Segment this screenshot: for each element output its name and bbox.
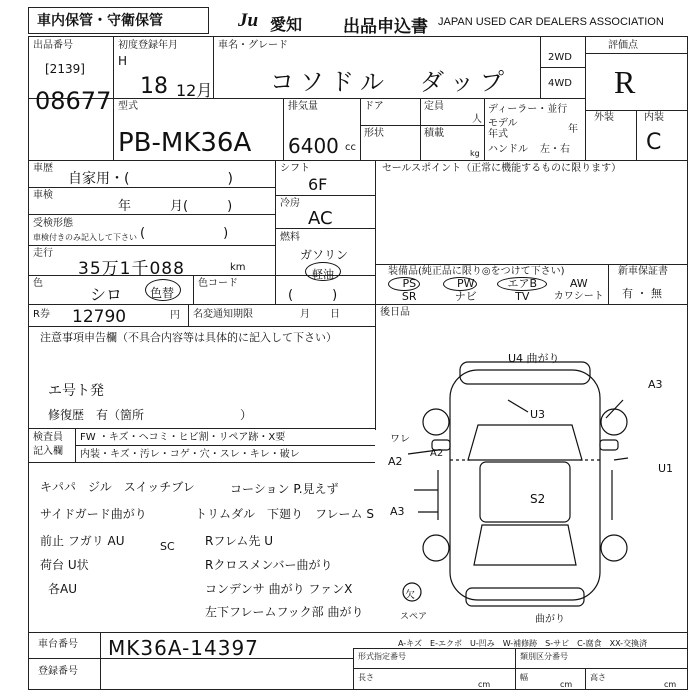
disp-unit: cc xyxy=(345,142,356,153)
car-diagram xyxy=(378,340,688,620)
diagram-spare-mark: 欠 xyxy=(405,590,415,601)
equip-pw: PW xyxy=(456,277,475,290)
notice-label: 名変通知期限 xyxy=(193,309,253,320)
shift-value: 6F xyxy=(308,175,328,194)
reg-number-label: 登録番号 xyxy=(38,666,78,677)
footer-width: 幅 xyxy=(520,673,528,682)
cap-label: 定員 xyxy=(424,101,444,112)
drive-4wd: 4WD xyxy=(548,78,572,89)
insurance-opts: 有 ・ 無 xyxy=(622,287,662,300)
inspector-note: コーション P.見えず xyxy=(230,482,339,496)
diagram-bottom: 曲がり xyxy=(535,614,565,625)
inspector-note: 左下フレームフック部 曲がり xyxy=(205,605,364,619)
footer-cm-3: cm xyxy=(664,680,677,689)
footer-spec-1: 形式指定番号 xyxy=(358,652,406,661)
cap-unit: 人 xyxy=(472,114,482,125)
color-code-label: 色コード xyxy=(198,278,238,289)
drive-2wd: 2WD xyxy=(548,52,572,63)
fuel-alt-circle xyxy=(305,262,341,281)
inspector-row-2: 内装・キズ・汚レ・コゲ・穴・スレ・キレ・破レ xyxy=(80,449,300,460)
footer-cm-2: cm xyxy=(560,680,573,689)
grade-value: R xyxy=(614,64,636,100)
inspector-note: 荷台 U状 xyxy=(40,558,89,572)
inspector-note: Rクロスメンバー曲がり xyxy=(205,558,333,572)
equip-sr: SR xyxy=(401,290,417,303)
model-label: 型式 xyxy=(118,101,138,112)
fuel-label: 燃料 xyxy=(280,232,300,243)
dealer-label: ディーラー・並行 xyxy=(488,104,568,115)
shape-label: 形状 xyxy=(364,128,384,139)
recv-note: 車検付きのみ記入して下さい xyxy=(33,233,137,242)
inspector-row-1: FW ・キズ・ヘコミ・ヒビ割・リペア跡・X要 xyxy=(80,432,286,443)
equip-leather: カワシート xyxy=(553,291,604,302)
org-logo xyxy=(238,10,268,32)
inspector-note: キパパ ジル スイッチブレ xyxy=(40,480,195,494)
footer-cm-1: cm xyxy=(478,680,491,689)
footer-spec-2: 類別区分番号 xyxy=(520,652,568,661)
r-label: R券 xyxy=(33,309,50,320)
inspector-note: トリムダル 下廻り フレーム S xyxy=(195,507,374,521)
diagram-l1: ワレ xyxy=(390,434,410,445)
load-label: 積載 xyxy=(424,128,444,139)
legend: A-キズ E-エクボ U-凹み W-補修跡 S-サビ C-腐食 XX-交換済 xyxy=(398,639,648,648)
reg-label: 初度登録年月 xyxy=(118,40,178,51)
notes-label: 注意事項申告欄（不具合内容等は具体的に記入して下さい） xyxy=(40,331,337,344)
ac-value: AC xyxy=(308,208,333,229)
recv-paren: ( ) xyxy=(140,226,229,241)
inspector-note: Rフレム先 U xyxy=(205,534,273,548)
storage-label: 車内保管・守衛保管 xyxy=(37,13,163,29)
name-label: 車名・グレード xyxy=(218,40,288,51)
ac-label: 冷房 xyxy=(280,198,300,209)
equip-airbag: エアB xyxy=(507,277,538,290)
insurance-label: 新車保証書 xyxy=(618,266,668,277)
diagram-top: U4 曲がり xyxy=(508,352,560,365)
footer-height: 高さ xyxy=(590,673,606,682)
inspector-note: サイドガード曲がり xyxy=(40,507,147,521)
door-label: ドア xyxy=(364,101,384,112)
logo-text: Ju xyxy=(238,10,259,31)
equip-navi: ナビ xyxy=(454,290,477,303)
diagram-a2: A2 xyxy=(388,455,403,468)
equipment-label: 装備品(純正品に限り◎をつけて下さい) xyxy=(388,266,565,277)
lot-bracket: [2139] xyxy=(45,62,85,76)
color-label: 色 xyxy=(33,278,43,289)
diagram-u1-right: U1 xyxy=(658,462,674,475)
equip-pw-circle xyxy=(443,277,477,291)
color-cond-circle xyxy=(145,279,181,301)
handle-options: 左・右 xyxy=(540,144,570,155)
diagram-spare: スペア xyxy=(400,612,428,622)
equip-tv: TV xyxy=(515,290,530,303)
lot-number: 08677 xyxy=(35,87,112,115)
disp-value: 6400 xyxy=(288,134,339,158)
grade-label: 評価点 xyxy=(608,40,638,51)
model-year-label: モデル年式 xyxy=(488,118,518,140)
shift-label: シフト xyxy=(280,163,310,174)
chassis-value: MK36A-14397 xyxy=(108,636,259,660)
equip-ps: PS xyxy=(402,277,417,290)
fuel-paren: ( ) xyxy=(288,288,338,303)
footer-length: 長さ xyxy=(358,673,374,682)
inspector-note: コンデンサ 曲がり ファンX xyxy=(205,582,353,596)
inspector-label-1: 検査員 xyxy=(33,432,63,443)
load-unit: kg xyxy=(470,149,480,158)
era: H xyxy=(118,54,128,68)
equip-airbag-circle xyxy=(497,277,547,291)
mileage-label: 走行 xyxy=(33,248,53,259)
later-label: 後日品 xyxy=(380,307,410,318)
int-label: 内装 xyxy=(644,112,664,123)
color-value: シロ xyxy=(90,285,123,304)
equip-ps-circle xyxy=(388,277,420,291)
lot-label: 出品番号 xyxy=(33,40,73,51)
chassis-label: 車台番号 xyxy=(38,639,78,650)
sales-label: セールスポイント（正常に機能するものに限ります） xyxy=(382,163,622,174)
equip-aw: AW xyxy=(569,277,588,290)
color-cond: 色替 xyxy=(150,286,175,300)
diagram-u3-top: U3 xyxy=(530,408,546,421)
ext-label: 外装 xyxy=(594,112,614,123)
inspect-label: 車検 xyxy=(33,190,53,201)
inspect-value: 年 月( ) xyxy=(118,199,233,214)
fuel-value: ガソリン xyxy=(300,248,349,262)
notice-value: 月 日 xyxy=(300,309,340,320)
history-value: 自家用・( ) xyxy=(68,171,233,187)
fuel-alt: 軽油 xyxy=(312,268,334,281)
notes-line1: エ号ト発 xyxy=(48,383,104,399)
org-name: 愛知 xyxy=(270,15,303,34)
model-year-unit: 年 xyxy=(568,124,578,135)
diagram-s2: S2 xyxy=(530,492,546,506)
mileage-unit: km xyxy=(230,262,246,273)
car-name: コソドル ダップ xyxy=(270,68,510,96)
inspector-note: 前止 フガリ AU xyxy=(40,534,125,548)
int-grade: C xyxy=(646,130,662,155)
notes-line2: 修復歴 有（箇所 ） xyxy=(48,408,253,422)
diagram-a2b: A2 xyxy=(430,448,444,459)
reg-month: 12月 xyxy=(176,81,213,100)
model-code: PB-MK36A xyxy=(118,128,252,158)
history-label: 車歴 xyxy=(33,163,53,174)
inspector-label-2: 記入欄 xyxy=(33,446,63,457)
diagram-a3-right: A3 xyxy=(648,378,663,391)
inspector-sc: SC xyxy=(160,540,175,553)
reg-year: 18 xyxy=(140,74,168,99)
assoc-name: JAPAN USED CAR DEALERS ASSOCIATION xyxy=(438,16,664,28)
form-title: 出品申込書 xyxy=(343,17,428,37)
r-unit: 円 xyxy=(170,310,180,321)
storage-box xyxy=(28,7,209,34)
mileage-value: 35万1千088 xyxy=(78,259,185,279)
diagram-a3-left: A3 xyxy=(390,505,405,518)
r-value: 12790 xyxy=(72,307,127,327)
handle-label: ハンドル xyxy=(488,144,528,155)
inspector-note: 各AU xyxy=(48,582,77,596)
recv-label: 受検形態 xyxy=(33,218,73,229)
disp-label: 排気量 xyxy=(288,101,318,112)
